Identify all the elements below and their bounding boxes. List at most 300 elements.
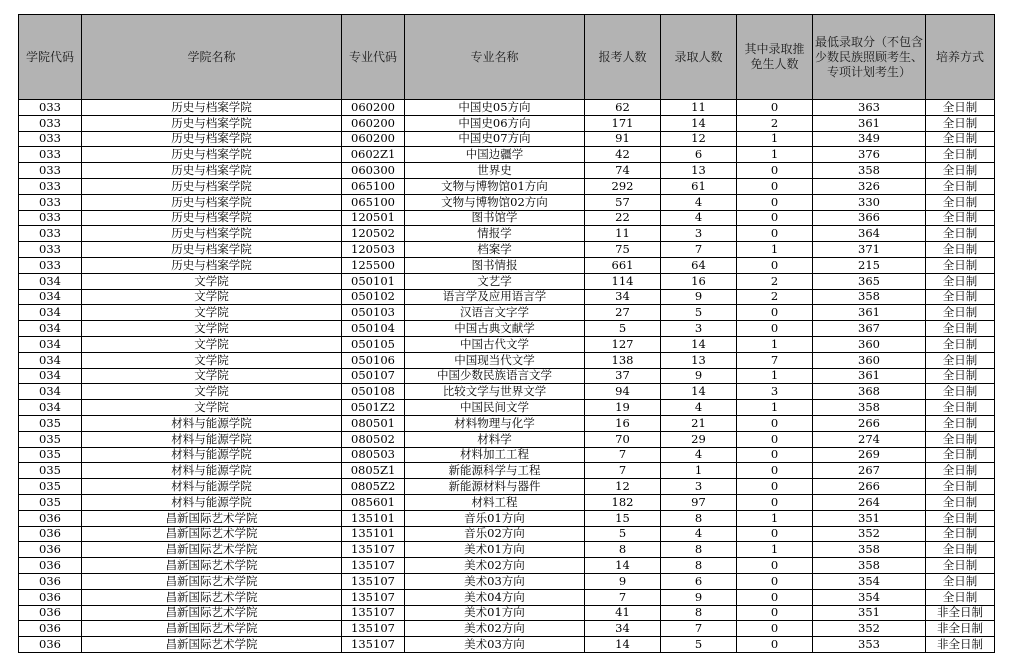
major-name-cell: 图书馆学: [405, 210, 585, 226]
min-score-cell: 351: [813, 510, 926, 526]
college-code-cell: 033: [19, 163, 82, 179]
college-code-cell: 034: [19, 289, 82, 305]
college-name-cell: 材料与能源学院: [82, 494, 342, 510]
exempt-admitted-cell: 1: [737, 147, 813, 163]
min-score-cell: 269: [813, 447, 926, 463]
college-code-cell: 034: [19, 368, 82, 384]
study-mode-cell: 全日制: [926, 573, 995, 589]
exempt-admitted-cell: 2: [737, 289, 813, 305]
table-row: [19, 447, 995, 463]
table-row: [19, 131, 995, 147]
major-code-cell: 050106: [342, 352, 405, 368]
admitted-cell: 12: [661, 131, 737, 147]
study-mode-cell: 全日制: [926, 384, 995, 400]
header-applicants: 报考人数: [585, 15, 661, 100]
major-name-cell: 中国古代文学: [405, 336, 585, 352]
admitted-cell: 6: [661, 573, 737, 589]
applicants-cell: 41: [585, 605, 661, 621]
major-code-cell: 125500: [342, 257, 405, 273]
major-code-cell: 0805Z2: [342, 479, 405, 495]
major-name-cell: 中国边疆学: [405, 147, 585, 163]
college-code-cell: 036: [19, 510, 82, 526]
table-row: [19, 226, 995, 242]
min-score-cell: 354: [813, 573, 926, 589]
major-name-cell: 美术02方向: [405, 558, 585, 574]
major-name-cell: 语言学及应用语言学: [405, 289, 585, 305]
college-name-cell: 昌新国际艺术学院: [82, 510, 342, 526]
admitted-cell: 14: [661, 115, 737, 131]
applicants-cell: 75: [585, 242, 661, 258]
major-code-cell: 135107: [342, 589, 405, 605]
college-code-cell: 033: [19, 115, 82, 131]
exempt-admitted-cell: 0: [737, 415, 813, 431]
college-code-cell: 036: [19, 589, 82, 605]
major-code-cell: 050103: [342, 305, 405, 321]
college-name-cell: 昌新国际艺术学院: [82, 558, 342, 574]
college-code-cell: 033: [19, 226, 82, 242]
admitted-cell: 64: [661, 257, 737, 273]
applicants-cell: 7: [585, 463, 661, 479]
study-mode-cell: 全日制: [926, 510, 995, 526]
major-code-cell: 135107: [342, 573, 405, 589]
college-name-cell: 文学院: [82, 368, 342, 384]
major-code-cell: 135107: [342, 558, 405, 574]
admitted-cell: 7: [661, 242, 737, 258]
header-college-name: 学院名称: [82, 15, 342, 100]
college-name-cell: 昌新国际艺术学院: [82, 605, 342, 621]
college-code-cell: 033: [19, 194, 82, 210]
table-row: [19, 368, 995, 384]
min-score-cell: 215: [813, 257, 926, 273]
major-name-cell: 美术03方向: [405, 637, 585, 653]
admitted-cell: 97: [661, 494, 737, 510]
major-code-cell: 060200: [342, 115, 405, 131]
min-score-cell: 358: [813, 558, 926, 574]
major-code-cell: 120503: [342, 242, 405, 258]
major-name-cell: 美术04方向: [405, 589, 585, 605]
major-name-cell: 美术01方向: [405, 605, 585, 621]
college-name-cell: 材料与能源学院: [82, 463, 342, 479]
table-row: [19, 589, 995, 605]
admitted-cell: 4: [661, 210, 737, 226]
major-code-cell: 050105: [342, 336, 405, 352]
college-code-cell: 034: [19, 400, 82, 416]
study-mode-cell: 全日制: [926, 542, 995, 558]
college-name-cell: 文学院: [82, 336, 342, 352]
applicants-cell: 91: [585, 131, 661, 147]
exempt-admitted-cell: 1: [737, 510, 813, 526]
exempt-admitted-cell: 0: [737, 494, 813, 510]
college-code-cell: 034: [19, 336, 82, 352]
major-code-cell: 0805Z1: [342, 463, 405, 479]
major-name-cell: 材料学: [405, 431, 585, 447]
exempt-admitted-cell: 0: [737, 226, 813, 242]
admitted-cell: 8: [661, 558, 737, 574]
admitted-cell: 13: [661, 163, 737, 179]
header-college-code: 学院代码: [19, 15, 82, 100]
major-name-cell: 材料加工工程: [405, 447, 585, 463]
exempt-admitted-cell: 0: [737, 479, 813, 495]
min-score-cell: 367: [813, 321, 926, 337]
applicants-cell: 182: [585, 494, 661, 510]
table-row: [19, 400, 995, 416]
exempt-admitted-cell: 0: [737, 558, 813, 574]
college-name-cell: 昌新国际艺术学院: [82, 542, 342, 558]
applicants-cell: 34: [585, 621, 661, 637]
min-score-cell: 354: [813, 589, 926, 605]
exempt-admitted-cell: 0: [737, 163, 813, 179]
admitted-cell: 29: [661, 431, 737, 447]
min-score-cell: 266: [813, 415, 926, 431]
college-code-cell: 035: [19, 494, 82, 510]
major-name-cell: 中国古典文献学: [405, 321, 585, 337]
table-row: [19, 273, 995, 289]
min-score-cell: 274: [813, 431, 926, 447]
college-name-cell: 昌新国际艺术学院: [82, 526, 342, 542]
college-code-cell: 033: [19, 178, 82, 194]
major-code-cell: 135107: [342, 605, 405, 621]
major-code-cell: 085601: [342, 494, 405, 510]
applicants-cell: 22: [585, 210, 661, 226]
table-row: [19, 573, 995, 589]
applicants-cell: 5: [585, 526, 661, 542]
admitted-cell: 9: [661, 289, 737, 305]
admitted-cell: 3: [661, 321, 737, 337]
college-name-cell: 历史与档案学院: [82, 100, 342, 116]
header-study-mode: 培养方式: [926, 15, 995, 100]
table-row: [19, 210, 995, 226]
college-code-cell: 033: [19, 210, 82, 226]
study-mode-cell: 全日制: [926, 226, 995, 242]
major-code-cell: 120501: [342, 210, 405, 226]
exempt-admitted-cell: 0: [737, 431, 813, 447]
study-mode-cell: 全日制: [926, 479, 995, 495]
table-row: [19, 415, 995, 431]
exempt-admitted-cell: 0: [737, 605, 813, 621]
min-score-cell: 360: [813, 352, 926, 368]
major-code-cell: 065100: [342, 178, 405, 194]
college-name-cell: 文学院: [82, 321, 342, 337]
min-score-cell: 361: [813, 368, 926, 384]
major-code-cell: 050107: [342, 368, 405, 384]
admitted-cell: 4: [661, 400, 737, 416]
college-code-cell: 034: [19, 321, 82, 337]
table-row: [19, 257, 995, 273]
admitted-cell: 21: [661, 415, 737, 431]
table-row: [19, 305, 995, 321]
applicants-cell: 16: [585, 415, 661, 431]
study-mode-cell: 全日制: [926, 463, 995, 479]
min-score-cell: 363: [813, 100, 926, 116]
major-code-cell: 135107: [342, 542, 405, 558]
study-mode-cell: 全日制: [926, 368, 995, 384]
exempt-admitted-cell: 0: [737, 589, 813, 605]
college-name-cell: 材料与能源学院: [82, 431, 342, 447]
study-mode-cell: 全日制: [926, 447, 995, 463]
major-code-cell: 120502: [342, 226, 405, 242]
applicants-cell: 171: [585, 115, 661, 131]
major-code-cell: 0501Z2: [342, 400, 405, 416]
min-score-cell: 266: [813, 479, 926, 495]
study-mode-cell: 全日制: [926, 352, 995, 368]
study-mode-cell: 全日制: [926, 257, 995, 273]
applicants-cell: 94: [585, 384, 661, 400]
applicants-cell: 14: [585, 637, 661, 653]
applicants-cell: 9: [585, 573, 661, 589]
table-row: [19, 336, 995, 352]
college-name-cell: 历史与档案学院: [82, 163, 342, 179]
study-mode-cell: 全日制: [926, 100, 995, 116]
admitted-cell: 3: [661, 479, 737, 495]
major-name-cell: 音乐02方向: [405, 526, 585, 542]
major-name-cell: 新能源科学与工程: [405, 463, 585, 479]
major-name-cell: 档案学: [405, 242, 585, 258]
applicants-cell: 661: [585, 257, 661, 273]
college-name-cell: 历史与档案学院: [82, 242, 342, 258]
college-name-cell: 材料与能源学院: [82, 479, 342, 495]
major-name-cell: 中国史07方向: [405, 131, 585, 147]
min-score-cell: 376: [813, 147, 926, 163]
major-name-cell: 材料工程: [405, 494, 585, 510]
applicants-cell: 114: [585, 273, 661, 289]
college-code-cell: 035: [19, 431, 82, 447]
applicants-cell: 34: [585, 289, 661, 305]
study-mode-cell: 全日制: [926, 242, 995, 258]
study-mode-cell: 全日制: [926, 131, 995, 147]
min-score-cell: 351: [813, 605, 926, 621]
study-mode-cell: 全日制: [926, 336, 995, 352]
min-score-cell: 358: [813, 542, 926, 558]
major-name-cell: 音乐01方向: [405, 510, 585, 526]
study-mode-cell: 全日制: [926, 178, 995, 194]
exempt-admitted-cell: 3: [737, 384, 813, 400]
table-row: [19, 621, 995, 637]
table-body: [19, 100, 995, 653]
college-name-cell: 文学院: [82, 400, 342, 416]
major-code-cell: 050101: [342, 273, 405, 289]
applicants-cell: 7: [585, 589, 661, 605]
header-admitted: 录取人数: [661, 15, 737, 100]
major-name-cell: 比较文学与世界文学: [405, 384, 585, 400]
admitted-cell: 4: [661, 447, 737, 463]
min-score-cell: 352: [813, 526, 926, 542]
min-score-cell: 267: [813, 463, 926, 479]
major-name-cell: 中国史06方向: [405, 115, 585, 131]
min-score-cell: 264: [813, 494, 926, 510]
min-score-cell: 330: [813, 194, 926, 210]
admitted-cell: 13: [661, 352, 737, 368]
college-code-cell: 033: [19, 100, 82, 116]
header-major-name: 专业名称: [405, 15, 585, 100]
college-code-cell: 036: [19, 605, 82, 621]
major-code-cell: 135107: [342, 637, 405, 653]
admitted-cell: 8: [661, 542, 737, 558]
applicants-cell: 7: [585, 447, 661, 463]
exempt-admitted-cell: 0: [737, 637, 813, 653]
table-row: [19, 100, 995, 116]
exempt-admitted-cell: 0: [737, 573, 813, 589]
admitted-cell: 6: [661, 147, 737, 163]
college-name-cell: 文学院: [82, 384, 342, 400]
major-name-cell: 美术01方向: [405, 542, 585, 558]
exempt-admitted-cell: 1: [737, 242, 813, 258]
college-code-cell: 035: [19, 415, 82, 431]
exempt-admitted-cell: 0: [737, 210, 813, 226]
college-code-cell: 035: [19, 479, 82, 495]
study-mode-cell: 全日制: [926, 273, 995, 289]
major-name-cell: 美术02方向: [405, 621, 585, 637]
applicants-cell: 8: [585, 542, 661, 558]
study-mode-cell: 非全日制: [926, 621, 995, 637]
min-score-cell: 349: [813, 131, 926, 147]
major-code-cell: 135107: [342, 621, 405, 637]
study-mode-cell: 全日制: [926, 163, 995, 179]
major-code-cell: 135101: [342, 526, 405, 542]
college-code-cell: 033: [19, 147, 82, 163]
min-score-cell: 361: [813, 305, 926, 321]
exempt-admitted-cell: 1: [737, 542, 813, 558]
table-row: [19, 431, 995, 447]
major-code-cell: 060200: [342, 131, 405, 147]
applicants-cell: 70: [585, 431, 661, 447]
college-name-cell: 昌新国际艺术学院: [82, 637, 342, 653]
study-mode-cell: 全日制: [926, 431, 995, 447]
college-code-cell: 036: [19, 542, 82, 558]
applicants-cell: 138: [585, 352, 661, 368]
major-name-cell: 情报学: [405, 226, 585, 242]
min-score-cell: 361: [813, 115, 926, 131]
table-row: [19, 147, 995, 163]
table-row: [19, 384, 995, 400]
admitted-cell: 5: [661, 305, 737, 321]
min-score-cell: 358: [813, 400, 926, 416]
major-code-cell: 0602Z1: [342, 147, 405, 163]
min-score-cell: 326: [813, 178, 926, 194]
exempt-admitted-cell: 2: [737, 273, 813, 289]
exempt-admitted-cell: 1: [737, 368, 813, 384]
applicants-cell: 12: [585, 479, 661, 495]
college-name-cell: 文学院: [82, 289, 342, 305]
study-mode-cell: 非全日制: [926, 637, 995, 653]
college-code-cell: 035: [19, 463, 82, 479]
exempt-admitted-cell: 2: [737, 115, 813, 131]
admitted-cell: 16: [661, 273, 737, 289]
applicants-cell: 19: [585, 400, 661, 416]
college-name-cell: 昌新国际艺术学院: [82, 573, 342, 589]
table-row: [19, 605, 995, 621]
exempt-admitted-cell: 1: [737, 400, 813, 416]
applicants-cell: 57: [585, 194, 661, 210]
table-row: [19, 178, 995, 194]
admitted-cell: 1: [661, 463, 737, 479]
study-mode-cell: 全日制: [926, 147, 995, 163]
college-code-cell: 034: [19, 305, 82, 321]
min-score-cell: 371: [813, 242, 926, 258]
college-name-cell: 昌新国际艺术学院: [82, 621, 342, 637]
header-exempt-admitted: 其中录取推免生人数: [737, 15, 813, 100]
table-row: [19, 558, 995, 574]
college-name-cell: 历史与档案学院: [82, 210, 342, 226]
college-code-cell: 036: [19, 621, 82, 637]
study-mode-cell: 全日制: [926, 494, 995, 510]
table-row: [19, 510, 995, 526]
exempt-admitted-cell: 0: [737, 305, 813, 321]
study-mode-cell: 全日制: [926, 289, 995, 305]
college-code-cell: 034: [19, 384, 82, 400]
applicants-cell: 292: [585, 178, 661, 194]
exempt-admitted-cell: 0: [737, 447, 813, 463]
major-code-cell: 060300: [342, 163, 405, 179]
college-name-cell: 材料与能源学院: [82, 447, 342, 463]
college-name-cell: 历史与档案学院: [82, 115, 342, 131]
study-mode-cell: 全日制: [926, 415, 995, 431]
min-score-cell: 358: [813, 289, 926, 305]
min-score-cell: 352: [813, 621, 926, 637]
exempt-admitted-cell: 0: [737, 321, 813, 337]
college-code-cell: 034: [19, 352, 82, 368]
min-score-cell: 360: [813, 336, 926, 352]
admitted-cell: 8: [661, 510, 737, 526]
applicants-cell: 14: [585, 558, 661, 574]
college-code-cell: 036: [19, 558, 82, 574]
major-code-cell: 050108: [342, 384, 405, 400]
table-row: [19, 242, 995, 258]
study-mode-cell: 全日制: [926, 400, 995, 416]
applicants-cell: 127: [585, 336, 661, 352]
college-name-cell: 文学院: [82, 352, 342, 368]
major-code-cell: 050104: [342, 321, 405, 337]
major-name-cell: 文艺学: [405, 273, 585, 289]
study-mode-cell: 全日制: [926, 558, 995, 574]
exempt-admitted-cell: 0: [737, 100, 813, 116]
college-name-cell: 文学院: [82, 273, 342, 289]
major-code-cell: 135101: [342, 510, 405, 526]
exempt-admitted-cell: 0: [737, 463, 813, 479]
table-row: [19, 463, 995, 479]
table-row: [19, 494, 995, 510]
major-name-cell: 文物与博物馆01方向: [405, 178, 585, 194]
college-name-cell: 昌新国际艺术学院: [82, 589, 342, 605]
college-name-cell: 材料与能源学院: [82, 415, 342, 431]
major-name-cell: 汉语言文字学: [405, 305, 585, 321]
major-name-cell: 中国少数民族语言文学: [405, 368, 585, 384]
min-score-cell: 368: [813, 384, 926, 400]
applicants-cell: 15: [585, 510, 661, 526]
applicants-cell: 11: [585, 226, 661, 242]
admitted-cell: 8: [661, 605, 737, 621]
college-code-cell: 033: [19, 131, 82, 147]
admitted-cell: 61: [661, 178, 737, 194]
exempt-admitted-cell: 0: [737, 257, 813, 273]
major-name-cell: 世界史: [405, 163, 585, 179]
study-mode-cell: 全日制: [926, 194, 995, 210]
major-name-cell: 图书情报: [405, 257, 585, 273]
admitted-cell: 4: [661, 194, 737, 210]
major-code-cell: 080502: [342, 431, 405, 447]
min-score-cell: 365: [813, 273, 926, 289]
major-name-cell: 美术03方向: [405, 573, 585, 589]
exempt-admitted-cell: 0: [737, 194, 813, 210]
major-code-cell: 050102: [342, 289, 405, 305]
college-name-cell: 文学院: [82, 305, 342, 321]
study-mode-cell: 全日制: [926, 305, 995, 321]
major-name-cell: 中国史05方向: [405, 100, 585, 116]
header-min-score: 最低录取分（不包含少数民族照顾考生、专项计划考生）: [813, 15, 926, 100]
admitted-cell: 4: [661, 526, 737, 542]
table-row: [19, 194, 995, 210]
major-name-cell: 材料物理与化学: [405, 415, 585, 431]
admitted-cell: 9: [661, 368, 737, 384]
